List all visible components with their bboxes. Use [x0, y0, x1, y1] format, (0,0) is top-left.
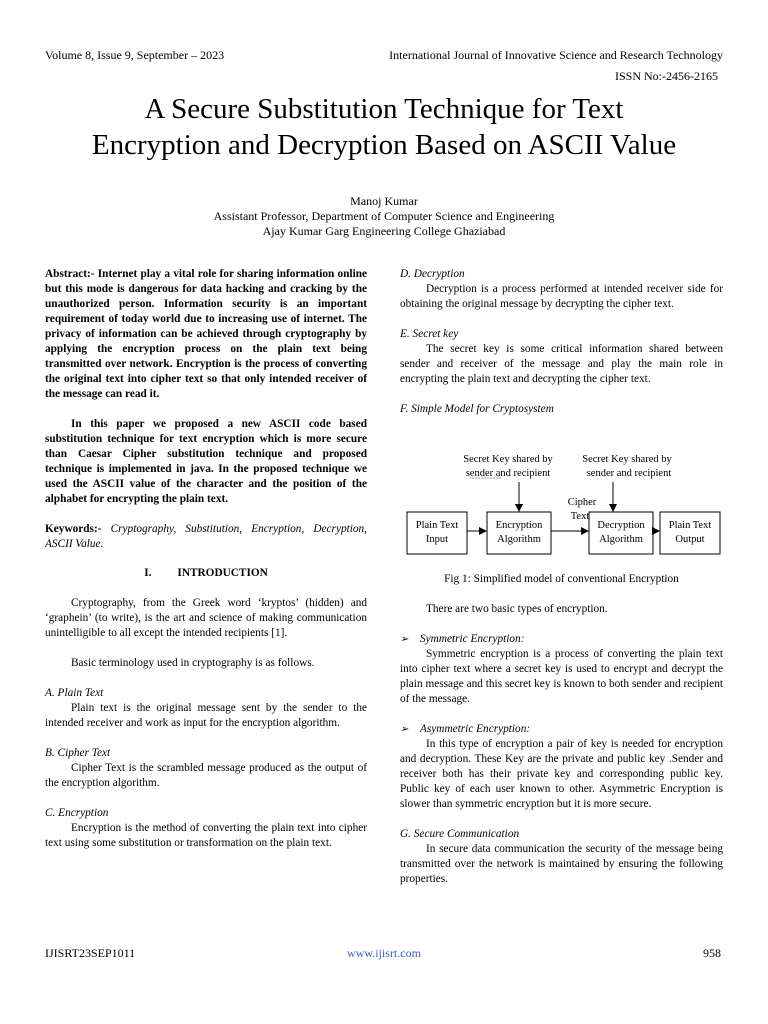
intro-title: INTRODUCTION — [177, 567, 268, 579]
section-heading-introduction — [45, 566, 367, 581]
box-plain-text-input — [407, 512, 467, 554]
author-name: Manoj Kumar — [350, 194, 418, 208]
box2-label-line1: Encryption — [495, 520, 543, 531]
intro-number: I. — [144, 567, 152, 579]
key-label-encryption-line2: sender and recipient — [465, 468, 551, 479]
key-label-encryption-line1: Secret Key shared by — [463, 454, 553, 465]
keywords-text: Cryptography, Substitution, Encryption, Decryption, ASCII Value. — [45, 523, 368, 550]
paper-title-line1: A Secure Substitution Technique for Text — [144, 93, 624, 125]
box-decryption-algorithm — [589, 512, 653, 554]
right-column-top — [400, 267, 723, 417]
bullet-asymmetric — [400, 722, 723, 737]
box2-label-line2: Algorithm — [497, 534, 541, 545]
right-column-bottom — [400, 572, 723, 887]
subsection-decryption: D. Decryption — [400, 268, 465, 280]
subsection-cipher-text: B. Cipher Text — [45, 747, 111, 759]
key-label-decryption-line1: Secret Key shared by — [582, 454, 672, 465]
symmetric-definition: Symmetric encryption is a process of converting the plain text into cipher text where a secret key is used to encrypt and decrypt the plain message and this secret key is known to both sender and recipient of the message. — [400, 648, 723, 705]
subsection-cryptosystem-model: F. Simple Model for Cryptosystem — [400, 403, 554, 415]
abstract-text: Internet play a vital role for sharing information online but this mode is dangerous for data hacking and cracking by the unauthorized person. Information security is an important requirement of today world due to increasing use of internet. The privacy of information can be achieved through cryptography by applying the encryption process on the plain text being transmitted over network. Encryption is the process of converting the original text into cipher text so that only intended receiver of the message can read it. — [45, 268, 368, 400]
cipher-text-label-line2: Text — [570, 511, 590, 522]
journal-website-link[interactable]: www.ijisrt.com — [347, 946, 421, 960]
paper-code: IJISRT23SEP1011 — [45, 946, 136, 960]
plain-text-definition: Plain text is the original message sent by the sender to the intended receiver and work as input for the encryption algorithm. — [45, 702, 367, 729]
arrow-bullet-icon: ➢ — [400, 634, 409, 645]
keywords-label: Keywords:- — [45, 523, 102, 535]
cryptosystem-diagram — [400, 445, 723, 560]
volume-info: Volume 8, Issue 9, September – 2023 — [45, 48, 225, 62]
abstract-paragraph-2: In this paper we proposed a new ASCII code based substitution technique for text encryption which is more secure than Caesar Cipher substitution technique and proposed technique is implemented in java. In the proposed technique we used the ASCII value of the character and the position of the alphabet for encrypting the plain text. — [45, 418, 367, 505]
issn: ISSN No:-2456-2165 — [614, 69, 718, 83]
subsection-secret-key: E. Secret key — [400, 328, 459, 340]
page-number: 958 — [703, 946, 721, 960]
subsection-secure-communication: G. Secure Communication — [400, 828, 520, 840]
encryption-definition: Encryption is the method of converting the plain text into cipher text using some substitution or transformation on the plain text. — [45, 822, 367, 849]
box3-label-line1: Decryption — [597, 520, 645, 531]
figure-caption: Fig 1: Simplified model of conventional Encryption — [444, 573, 679, 585]
box4-label-line1: Plain Text — [668, 520, 712, 531]
box3-label-line2: Algorithm — [599, 534, 643, 545]
decryption-definition: Decryption is a process performed at intended receiver side for obtaining the original message by decrypting the cipher text. — [400, 283, 723, 310]
box-encryption-algorithm — [487, 512, 551, 554]
subsection-plain-text: A. Plain Text — [45, 687, 104, 699]
paper-title-line2: Encryption and Decryption Based on ASCII Value — [91, 129, 677, 161]
secure-communication-text: In secure data communication the security of the message being transmitted over the network is maintained by ensuring the following properties. — [400, 843, 723, 885]
author-affiliation-college: Ajay Kumar Garg Engineering College Ghaziabad — [262, 224, 506, 238]
symmetric-title: Symmetric Encryption: — [420, 633, 525, 645]
journal-name: International Journal of Innovative Science and Research Technology — [389, 48, 723, 62]
box4-label-line2: Output — [675, 534, 705, 545]
cipher-text-definition: Cipher Text is the scrambled message produced as the output of the encryption algorithm. — [45, 762, 367, 789]
keywords — [45, 522, 367, 552]
key-label-decryption-line2: sender and recipient — [586, 468, 672, 479]
subsection-encryption: C. Encryption — [45, 807, 109, 819]
cipher-text-label-line1: Cipher — [567, 497, 597, 508]
author-affiliation-dept: Assistant Professor, Department of Computer Science and Engineering — [213, 209, 555, 223]
abstract-label: Abstract:- — [45, 268, 95, 280]
intro-paragraph: Cryptography, from the Greek word ‘kryptos’ (hidden) and ‘graphein’ (to write), is the art and science of making communication unintelligible to all except the intended recipients [1]. — [45, 597, 367, 639]
abstract — [45, 267, 367, 402]
left-column — [45, 267, 367, 851]
asymmetric-definition: In this type of encryption a pair of key is needed for encryption and decryption. These Key are the private and public key .Sender and receiver both has their private key and corresponding public key. Public key of each user known to other. Asymmetric Encryption is slower than symmetric encryption but it is more secure. — [400, 738, 723, 810]
box-plain-text-output — [660, 512, 720, 554]
box1-label-line2: Input — [425, 534, 449, 545]
secret-key-definition: The secret key is some critical information shared between sender and receiver of the message and play the main role in encrypting the plain text and decrypting the cipher text. — [400, 343, 723, 385]
box1-label-line1: Plain Text — [415, 520, 459, 531]
bullet-symmetric — [400, 632, 723, 647]
asymmetric-title: Asymmetric Encryption: — [420, 723, 531, 735]
encryption-types-intro: There are two basic types of encryption. — [426, 603, 608, 615]
terminology-intro: Basic terminology used in cryptography is as follows. — [71, 657, 315, 669]
arrow-bullet-icon: ➢ — [400, 724, 409, 735]
